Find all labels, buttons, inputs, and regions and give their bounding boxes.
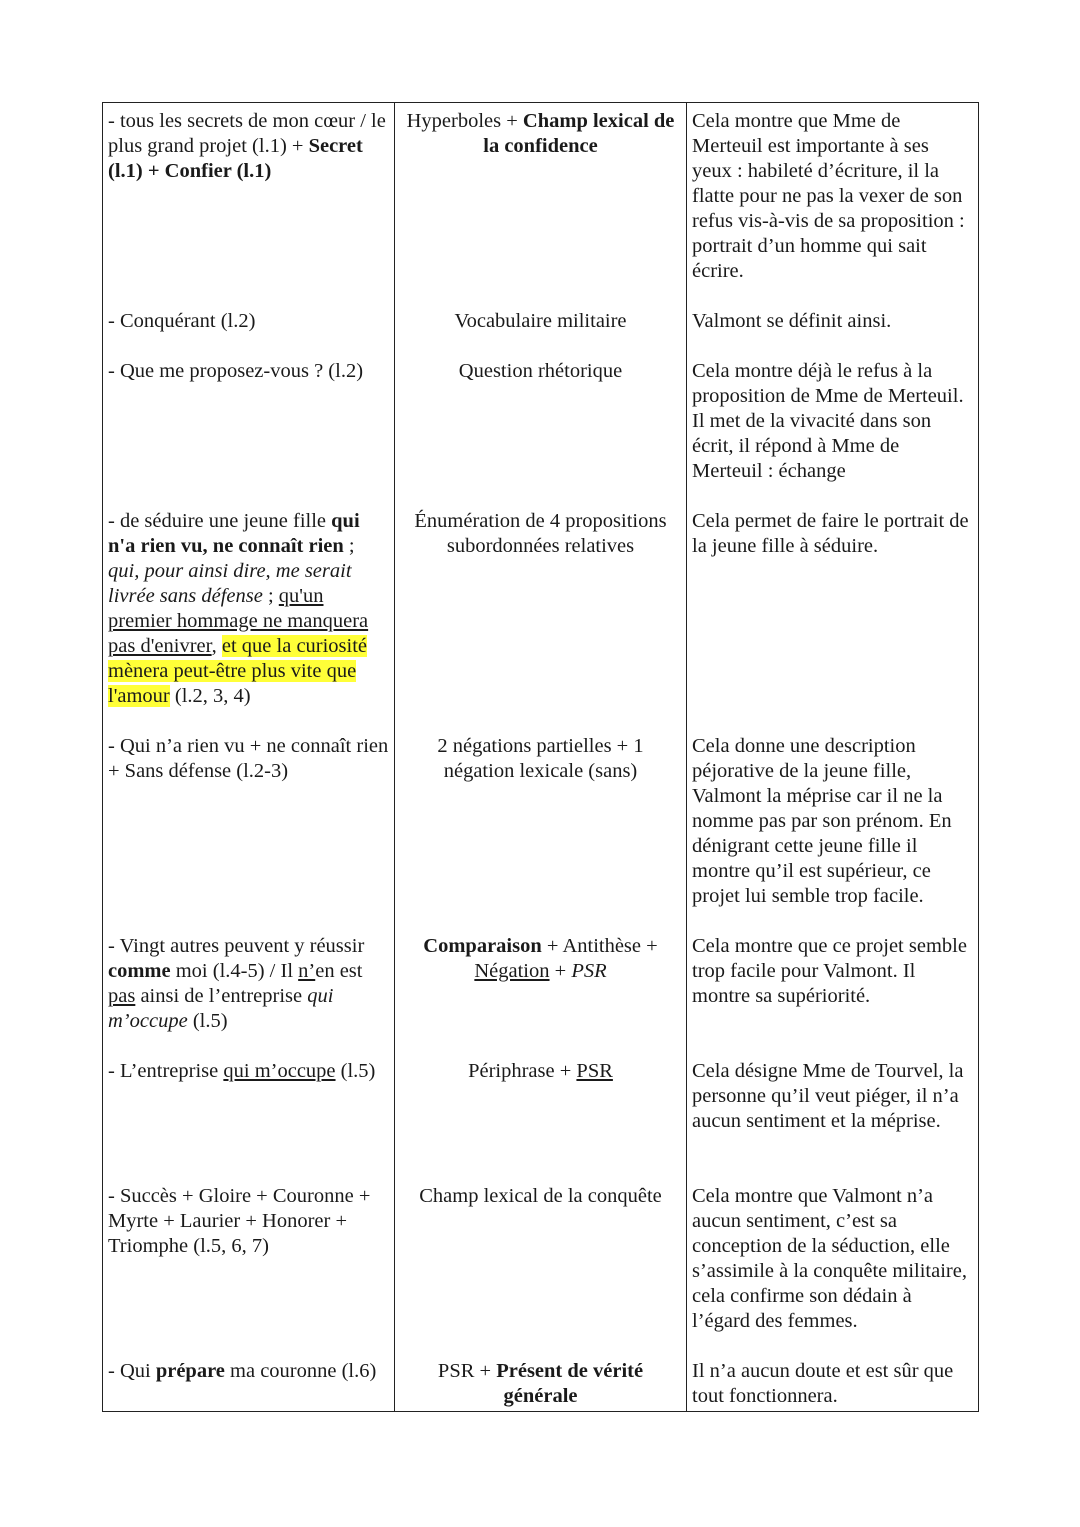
procede-cell: [395, 103, 687, 303]
procede-cell: [395, 303, 687, 353]
text-segment: et que la curiosité mènera peut-être plus vite que l'amour: [108, 634, 368, 707]
table-row: [103, 728, 979, 928]
text-segment: Périphrase +: [468, 1059, 577, 1082]
text-segment: Présent de vérité générale: [496, 1359, 644, 1407]
text-segment: PSR: [576, 1059, 613, 1082]
text-segment: pas: [108, 984, 136, 1007]
interpretation-cell: [687, 1353, 979, 1412]
table-row: [103, 303, 979, 353]
text-segment: qui m’occupe: [223, 1059, 336, 1082]
text-segment: comme: [108, 959, 171, 982]
text-segment: (l.2, 3, 4): [169, 684, 251, 707]
table-row: [103, 1053, 979, 1178]
citation-cell: [103, 728, 395, 928]
text-segment: - L’entreprise: [108, 1059, 224, 1082]
text-segment: Secret (l.1) + Confier (l.1): [108, 135, 363, 182]
citation-cell: [103, 353, 395, 503]
citation-cell: [103, 928, 395, 1053]
text-segment: Cela montre que ce projet semble trop facile pour Valmont. Il montre sa supériorité.: [692, 934, 967, 1007]
text-segment: Cela désigne Mme de Tourvel, la personne qu’il veut piéger, il n’a aucun sentiment et la méprise.: [692, 1059, 964, 1132]
text-segment: Champ lexical de la conquête: [419, 1184, 662, 1207]
text-segment: Négation: [474, 959, 550, 982]
text-segment: ;: [262, 584, 279, 607]
text-segment: Cela donne une description péjorative de la jeune fille, Valmont la méprise car il ne la nomme pas par son prénom. En dénigrant cette jeune fille il montre qu’il est supérieur, ce projet lui semble trop facile.: [692, 734, 952, 907]
text-segment: (l.5): [335, 1059, 376, 1082]
text-segment: PSR +: [437, 1359, 497, 1382]
table-row: [103, 353, 979, 503]
procede-cell: [395, 1053, 687, 1178]
interpretation-cell: [687, 503, 979, 728]
text-segment: - Qui: [108, 1359, 156, 1382]
text-segment: ainsi de l’entreprise: [135, 984, 308, 1007]
text-segment: 2 négations partielles + 1 négation lexicale (sans): [437, 734, 644, 782]
citation-cell: [103, 1353, 395, 1412]
text-segment: Comparaison: [423, 934, 542, 957]
text-segment: Champ lexical de la confidence: [483, 110, 675, 157]
text-segment: ma couronne (l.6): [224, 1359, 377, 1382]
interpretation-cell: [687, 103, 979, 303]
table-row: [103, 928, 979, 1053]
text-segment: qui n'a rien vu, ne connaît rien: [108, 509, 360, 557]
interpretation-cell: [687, 728, 979, 928]
text-segment: n’: [298, 959, 316, 982]
text-segment: - de séduire une jeune fille: [108, 509, 332, 532]
interpretation-cell: [687, 1178, 979, 1353]
document-page: [102, 102, 978, 1412]
table-row: [103, 103, 979, 303]
text-segment: Il n’a aucun doute et est sûr que tout fonctionnera.: [692, 1359, 954, 1407]
text-segment: Cela montre que Valmont n’a aucun sentiment, c’est sa conception de la séduction, elle s’assimile à la conquête militaire, cela confirme son dédain à l’égard des femmes.: [692, 1184, 967, 1332]
interpretation-cell: [687, 1053, 979, 1178]
text-segment: - Que me proposez-vous ? (l.2): [108, 359, 364, 382]
text-segment: + Antithèse +: [541, 934, 658, 957]
text-segment: qui, pour ainsi dire, me serait livrée sans défense: [108, 559, 352, 607]
procede-cell: [395, 503, 687, 728]
table-row: [103, 1353, 979, 1412]
text-segment: Énumération de 4 propositions subordonnées relatives: [414, 509, 667, 557]
text-segment: ,: [211, 634, 222, 657]
procede-cell: [395, 928, 687, 1053]
procede-cell: [395, 353, 687, 503]
citation-cell: [103, 1053, 395, 1178]
text-segment: Cela montre que Mme de Merteuil est importante à ses yeux : habileté d’écriture, il la flatte pour ne pas la vexer de son refus vis-à-vis de sa proposition : portrait d’un homme qui sait écrire.: [692, 110, 965, 282]
text-segment: (l.5): [187, 1009, 228, 1032]
procede-cell: [395, 1353, 687, 1412]
text-segment: prépare: [155, 1359, 225, 1382]
text-segment: Cela montre déjà le refus à la proposition de Mme de Merteuil. Il met de la vivacité dans son écrit, il répond à Mme de Merteuil : échange: [692, 359, 964, 482]
citation-cell: [103, 303, 395, 353]
text-segment: en est: [315, 959, 363, 982]
text-segment: Question rhétorique: [458, 359, 623, 382]
table-row: [103, 1178, 979, 1353]
text-segment: Hyperboles +: [406, 110, 523, 132]
text-segment: +: [549, 959, 572, 982]
text-segment: PSR: [571, 959, 607, 982]
text-segment: Cela permet de faire le portrait de la jeune fille à séduire.: [692, 509, 969, 557]
interpretation-cell: [687, 353, 979, 503]
citation-cell: [103, 1178, 395, 1353]
text-segment: - Conquérant (l.2): [108, 309, 256, 332]
text-segment: moi (l.4-5) / Il: [170, 959, 299, 982]
text-segment: qui m’occupe: [108, 984, 334, 1032]
text-segment: Vocabulaire militaire: [454, 309, 627, 332]
analysis-table: [102, 102, 979, 1412]
procede-cell: [395, 1178, 687, 1353]
text-segment: - Succès + Gloire + Couronne + Myrte + Laurier + Honorer + Triomphe (l.5, 6, 7): [108, 1184, 371, 1257]
table-row: [103, 503, 979, 728]
citation-cell: [103, 503, 395, 728]
text-segment: - Vingt autres peuvent y réussir: [108, 934, 365, 957]
text-segment: qu'un premier hommage ne manquera pas d'enivrer: [108, 584, 369, 657]
text-segment: - Qui n’a rien vu + ne connaît rien + Sans défense (l.2-3): [108, 734, 389, 782]
text-segment: Valmont se définit ainsi.: [692, 309, 892, 332]
text-segment: ;: [343, 534, 355, 557]
citation-cell: [103, 103, 395, 303]
procede-cell: [395, 728, 687, 928]
interpretation-cell: [687, 303, 979, 353]
text-segment: - tous les secrets de mon cœur / le plus grand projet (l.1) +: [108, 110, 386, 157]
interpretation-cell: [687, 928, 979, 1053]
